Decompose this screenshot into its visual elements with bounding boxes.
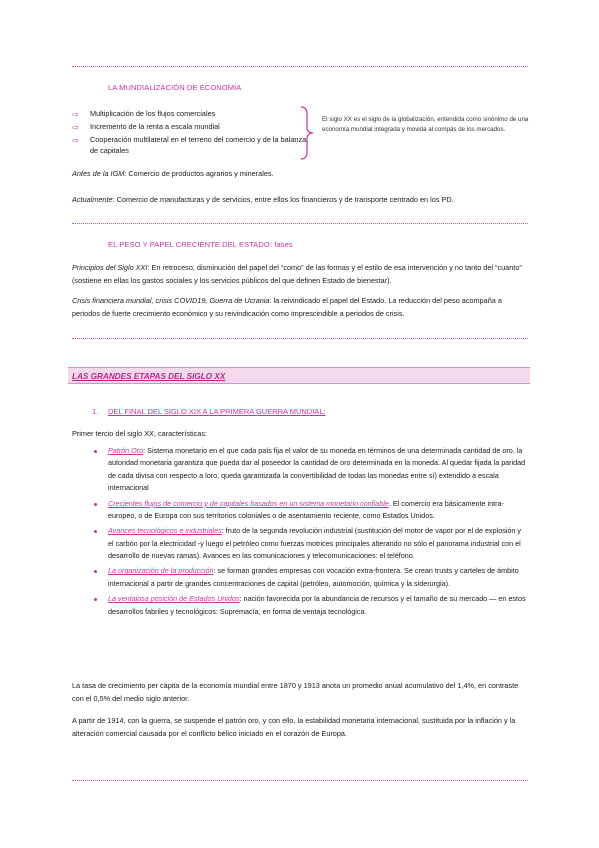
crisis-label: Crisis financiera mundial, crisis COVID19, Guerra de Ucrania [72,296,270,305]
mundializacion-list [72,109,312,158]
divider [72,338,528,339]
list-item: Patrón Oro: Sistema monetario en el que cada país fija el valor de su moneda en términos de una determinada cantidad de oro. la autoridad monetaria garantiza que pueda dar al poseedor la cantidad de oro determinada en la moneda. Al quedar fijada la paridad de cada divisa con respecto a loro, queda garantizada la convertibilidad de todas las monedas entre sí) extendido a escala internacional [92,445,528,495]
principios-label: Principios del Siglo XXI [72,263,148,272]
arrow-right-icon: ⇨ [72,136,79,145]
list-item: Crecientes flujos de comercio y de capitales basados en un sistema monetario confiable. El comercio era básicamente intra-europeo, o de Europa con sus territorios coloniales o de asentamiento reciente, como Estados Unidos. [92,498,528,523]
arrow-right-icon: ⇨ [72,123,79,132]
crisis-paragraph: Crisis financiera mundial, crisis COVID19, Guerra de Ucrania: la reivindicado el papel del Estado. La reducción del peso acompaña a periodos de fuerte crecimiento económico y su reivindicación como imprescindible a periodos de crisis. [72,296,502,318]
guerra-paragraph: A partir de 1914, con la guerra, se suspende el patrón oro, y con ello, la estabilidad monetaria internacional, sustituida por la inflación y la alteración comercial causada por el conflicto bélico iniciado en el corazón de Europa. [72,716,516,738]
flujos-comercio-link[interactable]: Crecientes flujos de comercio y de capitales basados en un sistema monetario confiable [108,498,389,508]
organizacion-produccion-link[interactable]: La organización de la producción [108,566,214,576]
subsection-title: DEL FINAL DEL SIGLO XIX A LA PRIMERA GUERRA MUNDIAL: [108,407,326,416]
section-title-estado: EL PESO Y PAPEL CRECIENTE DEL ESTADO: fases [108,240,293,249]
divider [72,223,528,224]
actualmente-paragraph: Actualmente: Comercio de manufacturas y de servicios, entre ellos los financieros y de transporte centrado en los PD. [72,195,454,204]
section-banner [68,367,530,384]
list-item: ⇨ Multiplicación de los flujos comerciales [72,109,216,119]
list-item: Avances tecnológicos e industriales: fruto de la segunda revolución industrial (sustitución del motor de vapor por el de explosión y el carbón por la electricidad -y luego el petróleo como fuerzas motrices principales alterando no sólo el panorama industrial con el desarrollo de nuevas ramas). Avances en las comunicaciones y telecomunicaciones: el teléfono. [92,525,528,562]
section-title-mundializacion: LA MUNDIALIZACIÓN DE ECONOMÍA [108,83,242,92]
list-item: ⇨ Incremento de la renta a escala mundial [72,122,220,132]
list-item: La ventajosa posición de Estados Unidos: nación favorecida por la abundancia de recursos y el tamaño de su mercado — en estos desarrollos fabriles y tecnológicos: Supremacía, en forma de ventaja tecnológica. [92,593,528,618]
list-item: ⇨ Cooperación multilateral en el terreno del comercio y de la balanza de capitales [72,135,307,155]
divider-top [72,66,528,67]
subsection-intro: Primer tercio del siglo XX, características: [72,429,208,438]
right-brace-icon [300,106,314,160]
actualmente-label: Actualmente [72,195,113,204]
characteristics-list [92,445,528,621]
patron-oro-link[interactable]: Patrón Oro [108,446,144,455]
antes-label: Antes de la IGM: [72,169,127,178]
side-note: El siglo XX es el siglo de la globalización, entendida como sinónimo de una economía mundial integrada y movida al compás de los mercados. [322,116,529,133]
arrow-right-icon: ⇨ [72,110,79,119]
principios-paragraph: Principios del Siglo XXI: En retroceso, disminución del papel del “como” de las formas y el estilo de esa intervención y no tanto del “cuanto” (sostiene en ellas los gastos sociales y los servicios públicos del que definen Estado de bienestar). [72,263,522,285]
antes-paragraph: Antes de la IGM: Comercio de productos agrarios y minerales. [72,169,274,178]
subsection-number: 1. [92,407,99,416]
list-item: La organización de la producción: se forman grandes empresas con vocación extra-frontera. Se crean trusts y carteles de ámbito internacional a partir de grandes concentraciones de capital (petróleo, automoción, química y la siderurgia). [92,565,528,590]
subsection-heading [92,406,326,418]
banner-title: LAS GRANDES ETAPAS DEL SIGLO XX [72,372,226,381]
divider-bottom [72,780,528,781]
avances-tecnologicos-link[interactable]: Avances tecnológicos e industriales [108,526,222,536]
crecimiento-paragraph: La tasa de crecimiento per cápita de la economía mundial entre 1870 y 1913 anota un promedio anual acumulativo del 1,4%, en contraste con el 0,5% del medio siglo anterior. [72,681,519,703]
posicion-estados-unidos-link[interactable]: La ventajosa posición de Estados Unidos [108,594,240,604]
